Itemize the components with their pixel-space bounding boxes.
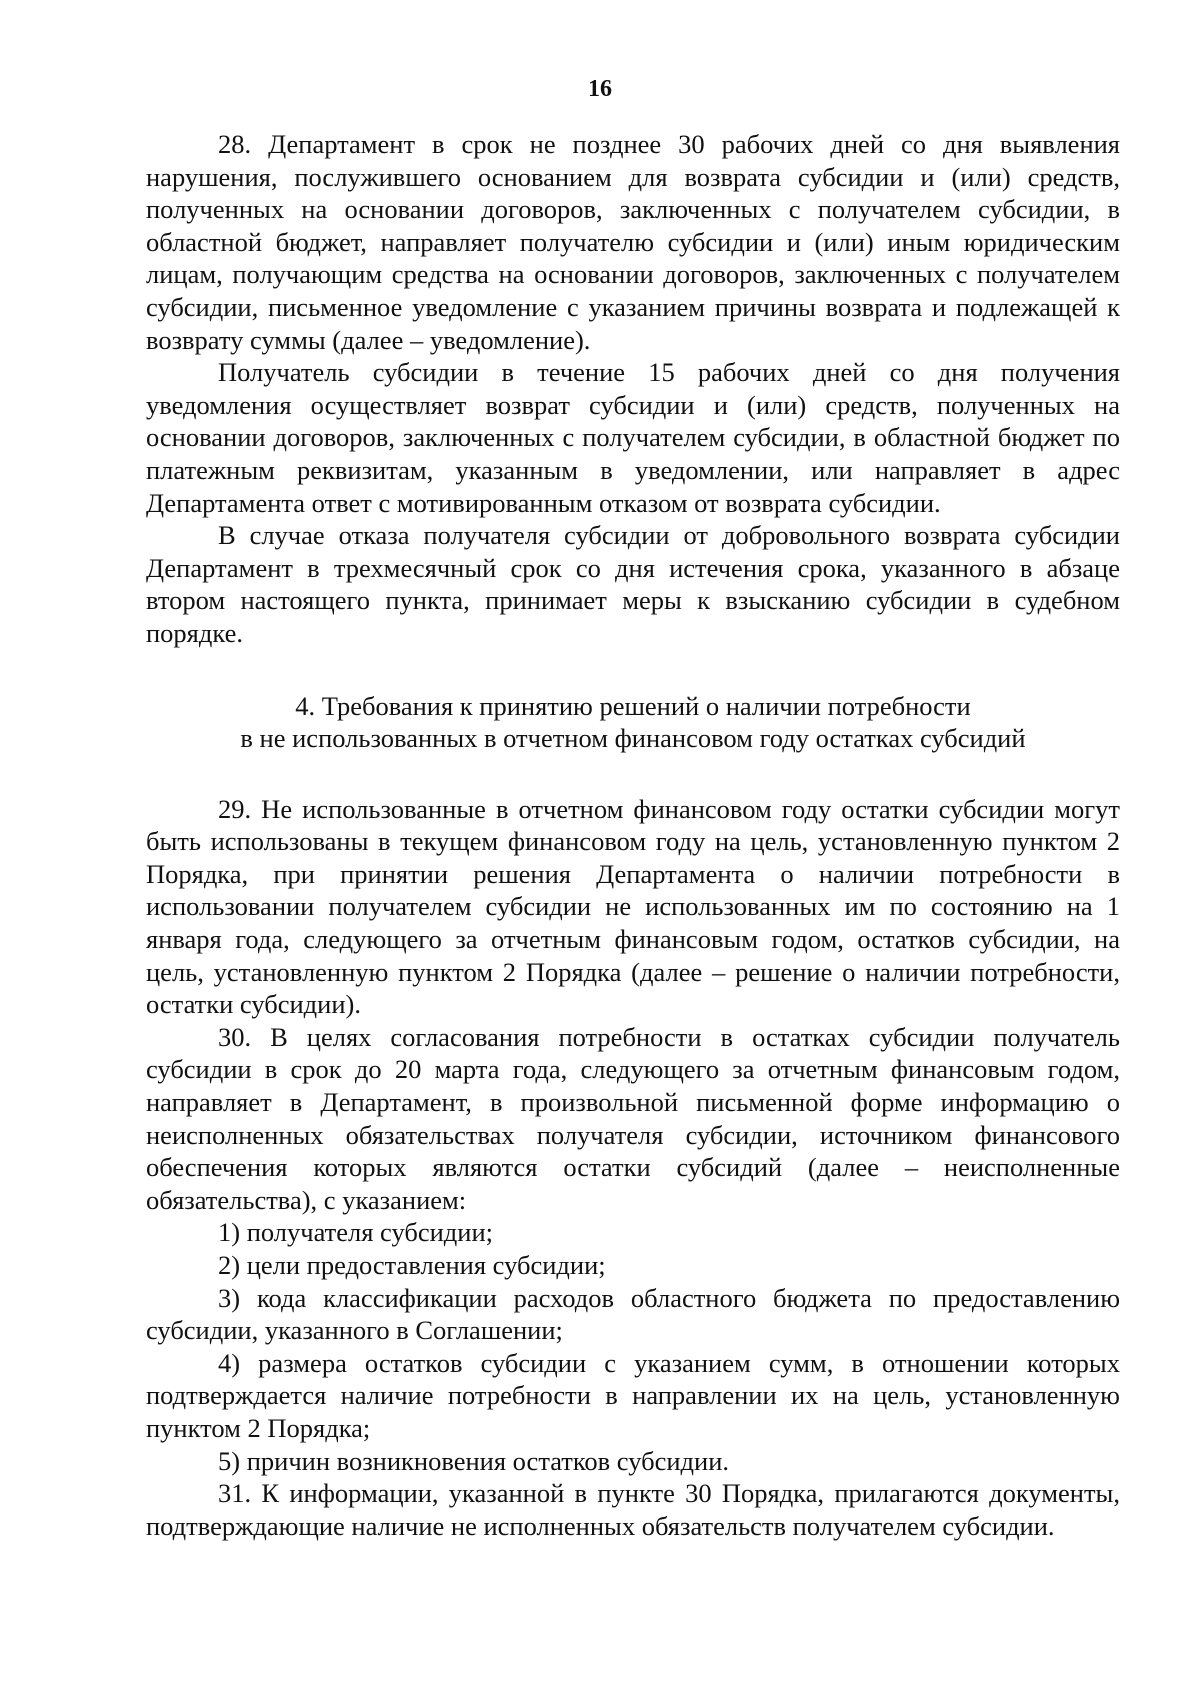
- page-number: 16: [588, 76, 612, 102]
- list-item-4: 4) размера остатков субсидии с указанием сумм, в отношении которых подтверждается наличие потребности в направлении их на цель, установленную пунктом 2 Порядка;: [146, 1347, 1120, 1443]
- list-item-3: 3) кода классификации расходов областного бюджета по предоставлению субсидии, указанного в Соглашении;: [146, 1282, 1120, 1346]
- paragraph-31: 31. К информации, указанной в пункте 30 Порядка, прилагаются документы, подтверждающие наличие не исполненных обязательств получателем субсидии.: [146, 1478, 1120, 1541]
- paragraph-29: 29. Не использованные в отчетном финансовом году остатки субсидии могут быть использованы в текущем финансовом году на цель, установленную пунктом 2 Порядка, при принятии решения Департамента о наличии потребности в использовании получателем субсидии не использованных им по состоянию на 1 января года, следующего за отчетным финансовым годом, остатков субсидии, на цель, установленную пунктом 2 Порядка (далее – решение о наличии потребности, остатки субсидии).: [146, 793, 1120, 1020]
- paragraph-28: 28. Департамент в срок не позднее 30 рабочих дней со дня выявления нарушения, послужившего основанием для возврата субсидии и (или) средств, полученных на основании договоров, заключенных с получателем субсидии, в областной бюджет, направляет получателю субсидии и (или) иным юридическим лицам, получающим средства на основании договоров, заключенных с получателем субсидии, письменное уведомление с указанием причины возврата и подлежащей к возврату суммы (далее – уведомление).: [146, 129, 1120, 355]
- paragraph-28-refusal: В случае отказа получателя субсидии от добровольного возврата субсидии Департамент в трехмесячный срок со дня истечения срока, указанного в абзаце втором настоящего пункта, принимает меры к взысканию субсидии в судебном порядке.: [146, 520, 1120, 648]
- paragraph-30: 30. В целях согласования потребности в остатках субсидии получатель субсидии в срок до 20 марта года, следующего за отчетным финансовым годом, направляет в Департамент, в произвольной письменной форме информацию о неисполненных обязательствах получателя субсидии, источником финансового обеспечения которых являются остатки субсидий (далее – неисполненные обязательства), с указанием:: [146, 1021, 1120, 1215]
- document-body: [146, 128, 1120, 1542]
- section-heading-line1: 4. Требования к принятию решений о наличии потребности: [295, 690, 971, 721]
- paragraph-28-return: Получатель субсидии в течение 15 рабочих дней со дня получения уведомления осуществляет возврат субсидии и (или) средств, полученных на основании договоров, заключенных с получателем субсидии, в областной бюджет по платежным реквизитам, указанным в уведомлении, или направляет в адрес Департамента ответ с мотивированным отказом от возврата субсидии.: [146, 357, 1120, 518]
- section-heading-line2: в не использованных в отчетном финансовом году остатках субсидий: [240, 723, 1026, 754]
- list-item-1: 1) получателя субсидии;: [218, 1217, 493, 1248]
- section-heading: [146, 690, 1120, 755]
- list-item-2: 2) цели предоставления субсидии;: [218, 1250, 606, 1280]
- list-item-5: 5) причин возникновения остатков субсидии.: [218, 1445, 730, 1476]
